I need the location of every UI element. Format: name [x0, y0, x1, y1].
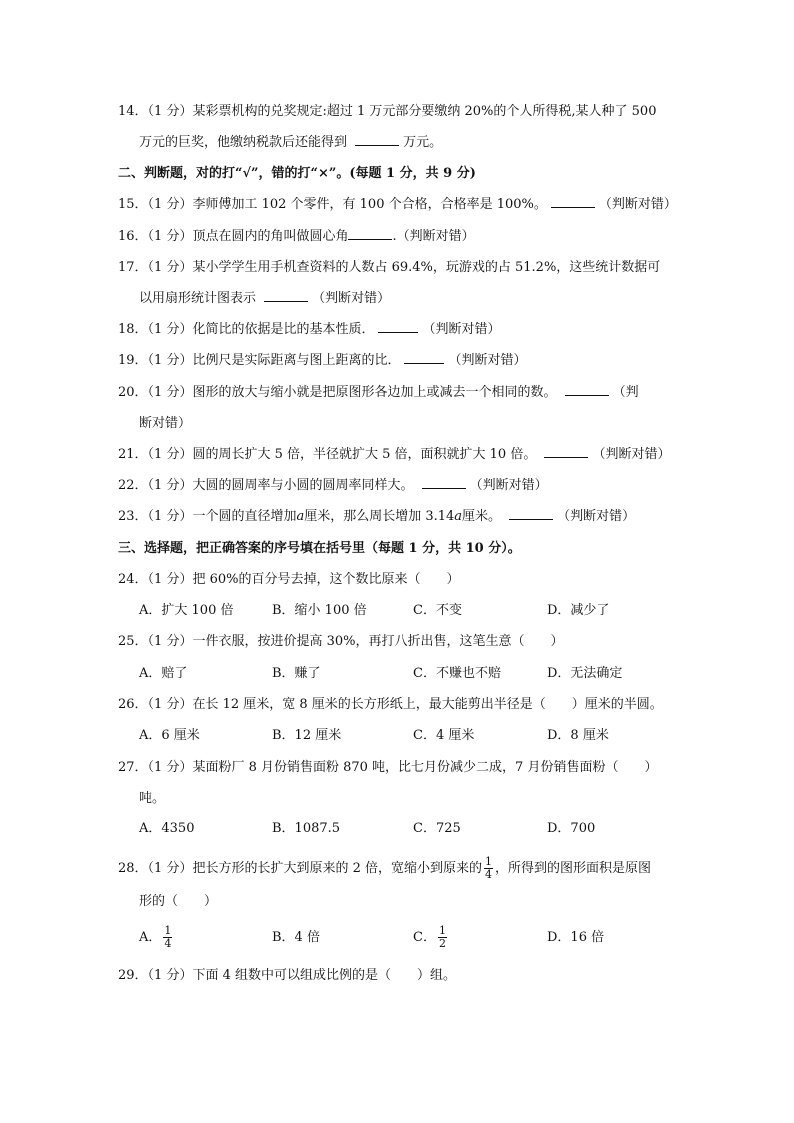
- q28-line1: [118, 855, 651, 883]
- q28-option-b[interactable]: B．4 倍: [272, 930, 320, 945]
- q28-option-c[interactable]: [413, 924, 449, 952]
- q27-line1: 27．（1 分）某面粉厂 8 月份销售面粉 870 吨，比七月份减少二成，7 月份销售面粉（ ）: [118, 760, 658, 775]
- q25-option-b[interactable]: B．赚了: [272, 666, 321, 681]
- q21: [118, 445, 670, 465]
- q22-hint: （判断对错）: [469, 478, 548, 493]
- q15-hint: （判断对错）: [598, 197, 677, 212]
- q19-hint: （判断对错）: [448, 353, 527, 368]
- q21-hint: （判断对错）: [592, 447, 671, 462]
- q25-option-a[interactable]: A．赔了: [139, 666, 188, 681]
- q27-line2: 吨。: [139, 791, 166, 806]
- answer-blank[interactable]: [355, 133, 399, 146]
- frac-denominator: 2: [438, 937, 446, 950]
- frac-denominator: 4: [484, 868, 492, 881]
- q20-line2: 断对错）: [139, 416, 192, 431]
- q24-option-a[interactable]: A．扩大 100 倍: [139, 603, 234, 618]
- q25-option-d[interactable]: D．无法确定: [547, 666, 623, 681]
- q27-option-b[interactable]: B．1087.5: [272, 821, 341, 836]
- q19: [118, 351, 526, 371]
- option-c-fraction: [438, 925, 447, 950]
- q18: [118, 320, 500, 340]
- q27-option-c[interactable]: C．725: [413, 821, 461, 836]
- answer-blank[interactable]: [404, 351, 444, 364]
- q17-hint: （判断对错）: [312, 291, 391, 306]
- q20-hint: （判: [612, 385, 639, 400]
- option-label: C．: [413, 930, 436, 945]
- q24-option-d[interactable]: D．减少了: [547, 603, 610, 618]
- answer-blank[interactable]: [378, 320, 418, 333]
- q24-stem: 24．（1 分）把 60%的百分号去掉，这个数比原来（ ）: [118, 572, 460, 587]
- q14-line2: [139, 133, 442, 153]
- q19-text: 19．（1 分）比例尺是实际距离与图上距离的比．: [118, 353, 401, 368]
- q18-text: 18．（1 分）化简比的依据是比的基本性质．: [118, 322, 375, 337]
- q16-hint: .（判断对错）: [392, 229, 475, 244]
- q26-option-d[interactable]: D．8 厘米: [547, 728, 609, 743]
- q14-unit: 万元。: [403, 135, 443, 150]
- q26-option-b[interactable]: B．12 厘米: [272, 728, 342, 743]
- q23-hint: （判断对错）: [557, 509, 636, 524]
- q25-stem: 25．（1 分）一件衣服，按进价提高 30%，再打八折出售，这笔生意（ ）: [118, 634, 564, 649]
- option-label: A．: [139, 930, 162, 945]
- q26-stem: 26．（1 分）在长 12 厘米，宽 8 厘米的长方形纸上，最大能剪出半径是（ ）厘米的半圆。: [118, 697, 663, 712]
- q28-text-end: ，所得到的图形面积是原图: [494, 861, 651, 876]
- q28-option-a[interactable]: [139, 924, 174, 952]
- answer-blank[interactable]: [509, 507, 553, 520]
- q21-text: 21．（1 分）圆的周长扩大 5 倍，半径就扩大 5 倍，面积就扩大 10 倍。: [118, 447, 541, 462]
- q28-fraction: [484, 856, 493, 881]
- q20-text: 20．（1 分）图形的放大与缩小就是把原图形各边加上或减去一个相同的数。: [118, 385, 561, 400]
- q17-line2: [139, 289, 390, 309]
- frac-numerator: 1: [484, 855, 492, 868]
- q16: [118, 227, 475, 247]
- answer-blank[interactable]: [264, 289, 308, 302]
- q15: [118, 195, 677, 215]
- frac-numerator: 1: [438, 924, 446, 937]
- q29-stem: 29．（1 分）下面 4 组数中可以组成比例的是（ ）组。: [118, 968, 456, 983]
- q28-line2: 形的（ ）: [139, 894, 218, 909]
- answer-blank[interactable]: [544, 445, 588, 458]
- section3-header: 三、选择题，把正确答案的序号填在括号里（每题 1 分，共 10 分）。: [118, 541, 521, 556]
- q24-option-c[interactable]: C．不变: [413, 603, 462, 618]
- q24-option-b[interactable]: B．缩小 100 倍: [272, 603, 367, 618]
- answer-blank[interactable]: [565, 383, 609, 396]
- q15-text: 15．（1 分）李师傅加工 102 个零件，有 100 个合格，合格率是 100%。: [118, 197, 547, 212]
- q20-line1: [118, 383, 639, 403]
- q23: [118, 507, 635, 527]
- section2-header: 二、判断题，对的打“√”，错的打“×”。(每题 1 分，共 9 分): [118, 166, 476, 181]
- answer-blank[interactable]: [348, 227, 392, 240]
- q14-text: 万元的巨奖，他缴纳税款后还能得到: [139, 135, 352, 150]
- q25-option-c[interactable]: C．不赚也不赔: [413, 666, 501, 681]
- frac-denominator: 4: [164, 937, 172, 950]
- q14-line1: 14．（1 分）某彩票机构的兑奖规定:超过 1 万元部分要缴纳 20%的个人所得税,某人种了 500: [118, 104, 657, 119]
- q28-text: 28．（1 分）把长方形的长扩大到原来的 2 倍，宽缩小到原来的: [118, 861, 482, 876]
- q17-text: 以用扇形统计图表示: [139, 291, 261, 306]
- q27-option-a[interactable]: A．4350: [139, 821, 195, 836]
- q17-line1: 17．（1 分）某小学学生用手机查资料的人数占 69.4%，玩游戏的占 51.2%，这些统计数据可: [118, 260, 661, 275]
- q27-option-d[interactable]: D．700: [547, 821, 596, 836]
- frac-numerator: 1: [164, 924, 172, 937]
- q26-option-c[interactable]: C．4 厘米: [413, 728, 475, 743]
- answer-blank[interactable]: [551, 195, 595, 208]
- q22-text: 22．（1 分）大圆的圆周率与小圆的圆周率同样大。: [118, 478, 418, 493]
- q26-option-a[interactable]: A．6 厘米: [139, 728, 200, 743]
- q18-hint: （判断对错）: [422, 322, 501, 337]
- answer-blank[interactable]: [422, 476, 466, 489]
- q16-text: 16．（1 分）顶点在圆内的角叫做圆心角: [118, 229, 349, 244]
- q28-option-d[interactable]: D．16 倍: [547, 930, 605, 945]
- option-a-fraction: [163, 925, 172, 950]
- q22: [118, 476, 548, 496]
- q23-text: 23．（1 分）一个圆的直径增加𝑎厘米，那么周长增加 3.14𝑎厘米。: [118, 509, 506, 524]
